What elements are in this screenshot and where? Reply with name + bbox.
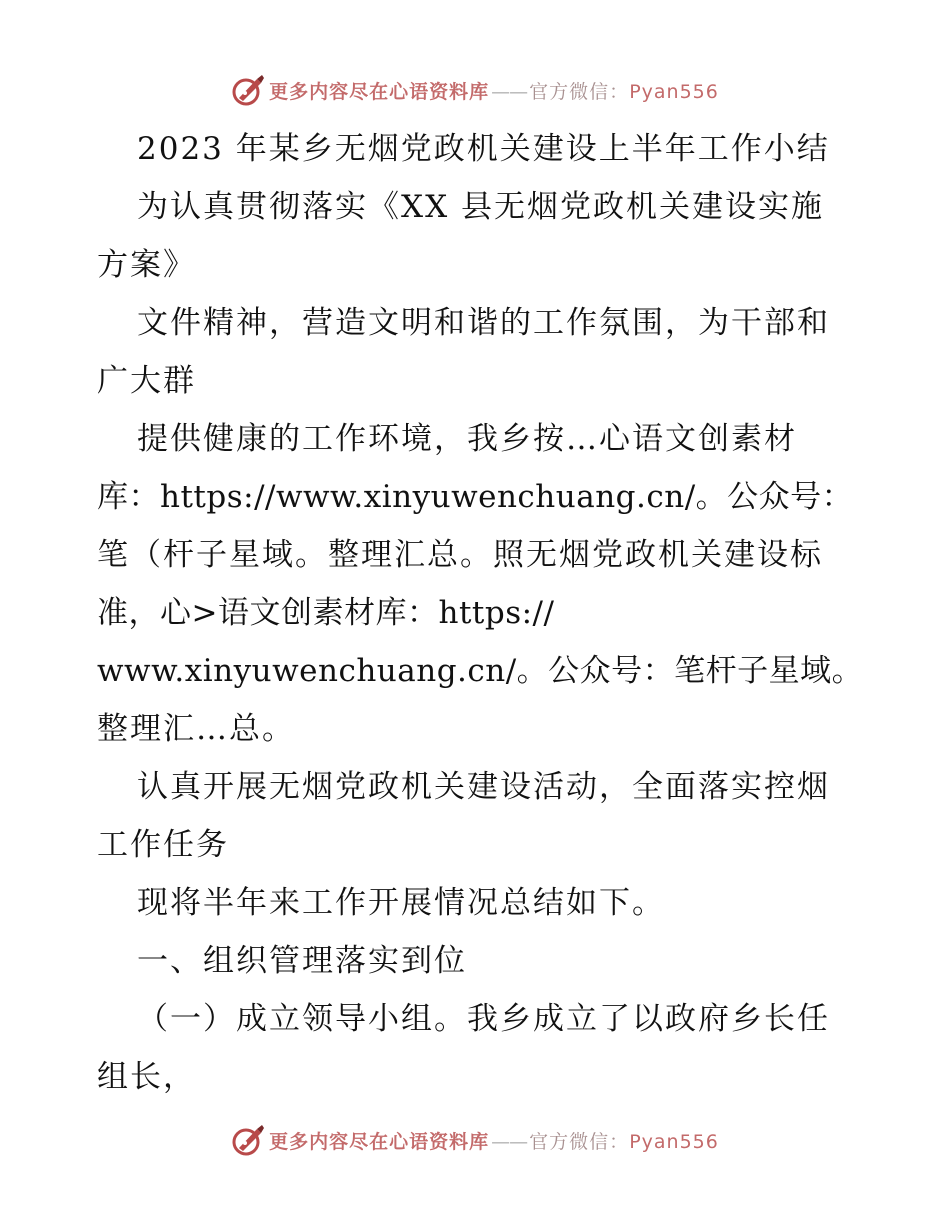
paragraph-line: 认真开展无烟党政机关建设活动，全面落实控烟 — [137, 769, 830, 805]
paragraph-line: 工作任务 — [97, 827, 229, 863]
paragraph-line: 为认真贯彻落实《XX 县无烟党政机关建设实施 — [137, 189, 824, 225]
watermark-wechat-id: Pyan556 — [629, 80, 719, 103]
document-body — [97, 120, 864, 1106]
watermark-text — [269, 1127, 719, 1154]
watermark-text — [269, 77, 719, 104]
watermark-wechat-id: Pyan556 — [629, 1130, 719, 1153]
pen-nib-logo-icon — [231, 1123, 265, 1157]
watermark-main: 更多内容尽在心语资料库 — [269, 1130, 490, 1153]
paragraph-line: （一）成立领导小组。我乡成立了以政府乡长任 — [137, 1001, 830, 1037]
document-title: 2023 年某乡无烟党政机关建设上半年工作小结 — [137, 131, 830, 167]
header-watermark — [0, 70, 950, 110]
watermark-label: 官方微信： — [529, 80, 630, 103]
paragraph-line: www.xinyuwenchuang.cn/。公众号：笔杆子星域。 — [97, 653, 864, 689]
paragraph-line: 笔（杆子星域。整理汇总。照无烟党政机关建设标 — [97, 537, 823, 573]
paragraph-line: 组长， — [97, 1059, 196, 1095]
section-heading: 一、组织管理落实到位 — [137, 943, 467, 979]
watermark-main: 更多内容尽在心语资料库 — [269, 80, 490, 103]
paragraph-line: 准，心>语文创素材库：https:// — [97, 595, 555, 631]
paragraph-line: 广大群 — [97, 363, 196, 399]
watermark-content — [231, 1123, 719, 1157]
paragraph-line: 现将半年来工作开展情况总结如下。 — [137, 885, 665, 921]
paragraph-line: 整理汇…总。 — [97, 711, 295, 747]
pen-nib-logo-icon — [231, 73, 265, 107]
paragraph-line: 文件精神，营造文明和谐的工作氛围，为干部和 — [137, 305, 830, 341]
footer-watermark — [0, 1120, 950, 1160]
paragraph-line: 方案》 — [97, 247, 196, 283]
watermark-label: 官方微信： — [529, 1130, 630, 1153]
paragraph-line: 提供健康的工作环境，我乡按…心语文创素材 — [137, 421, 797, 457]
watermark-dash: —— — [491, 80, 528, 103]
watermark-content — [231, 73, 719, 107]
watermark-dash: —— — [491, 1130, 528, 1153]
paragraph-line: 库：https://www.xinyuwenchuang.cn/。公众号： — [97, 479, 854, 515]
